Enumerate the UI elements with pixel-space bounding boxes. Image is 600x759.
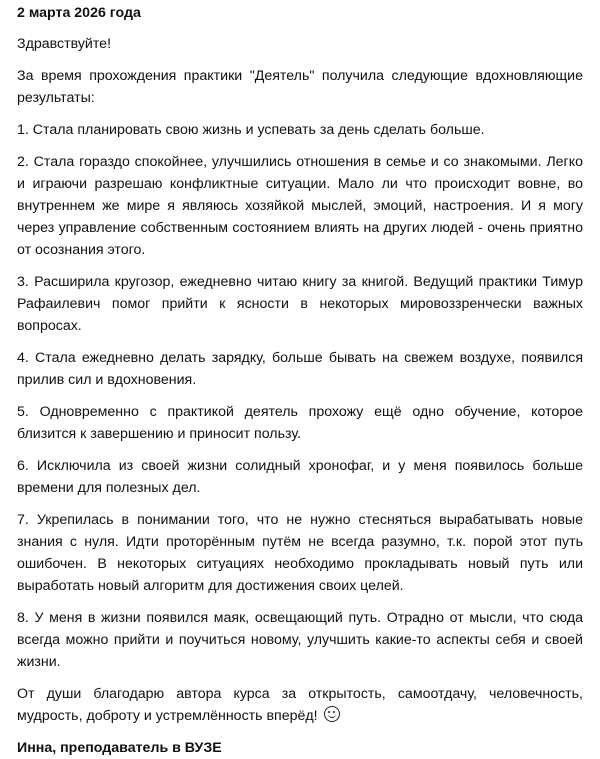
signature: Инна, преподаватель в ВУЗЕ — [17, 740, 222, 756]
closing-text: От души благодарю автора курса за открытость, самоотдачу, человечность, мудрость, доброту и устремлённость вперёд! — [17, 686, 583, 724]
result-item-3: 3. Расширила кругозор, ежедневно читаю книгу за книгой. Ведущий практики Тимур Рафаилевич помог прийти к ясности в некоторых мировоззренчески важных вопросах. — [17, 274, 583, 334]
document-date: 2 марта 2026 года — [17, 5, 141, 21]
result-item-8: 8. У меня в жизни появился маяк, освещающий путь. Отрадно от мысли, что сюда всегда можно прийти и поучиться новому, улучшить какие-то аспекты себя и своей жизни. — [17, 610, 583, 670]
testimonial-document — [17, 2, 583, 759]
result-item-7: 7. Укрепилась в понимании того, что не нужно стесняться вырабатывать новые знания с нуля. Идти проторённым путём не всегда разумно, т.к. порой этот путь ошибочен. В некоторых ситуациях необходимо прокладывать новый путь или выработать новый алгоритм для достижения своих целей. — [17, 512, 583, 594]
result-item-5: 5. Одновременно с практикой деятель прохожу ещё одно обучение, которое близится к завершению и приносит пользу. — [17, 404, 583, 442]
greeting-text: Здравствуйте! — [17, 36, 112, 52]
result-item-2: 2. Стала гораздо спокойнее, улучшились отношения в семье и со знакомыми. Легко и играючи разрешаю конфликтные ситуации. Мало ли что происходит вовне, во внутреннем же мире я являюсь хозяйкой мыслей, эмоций, настроения. И я могу через управление собственным состоянием влиять на других людей - очень приятно от осознания этого. — [17, 154, 583, 258]
smiley-face-icon — [324, 706, 340, 722]
intro-paragraph: За время прохождения практики "Деятель" получила следующие вдохновляющие результаты: — [17, 68, 583, 106]
closing-paragraph — [17, 683, 583, 727]
result-item-4: 4. Стала ежедневно делать зарядку, больше бывать на свежем воздухе, появился прилив сил и вдохновения. — [17, 350, 583, 388]
result-item-6: 6. Исключила из своей жизни солидный хронофаг, и у меня появилось больше времени для полезных дел. — [17, 458, 583, 496]
result-item-1: 1. Стала планировать свою жизнь и успевать за день сделать больше. — [17, 122, 485, 138]
